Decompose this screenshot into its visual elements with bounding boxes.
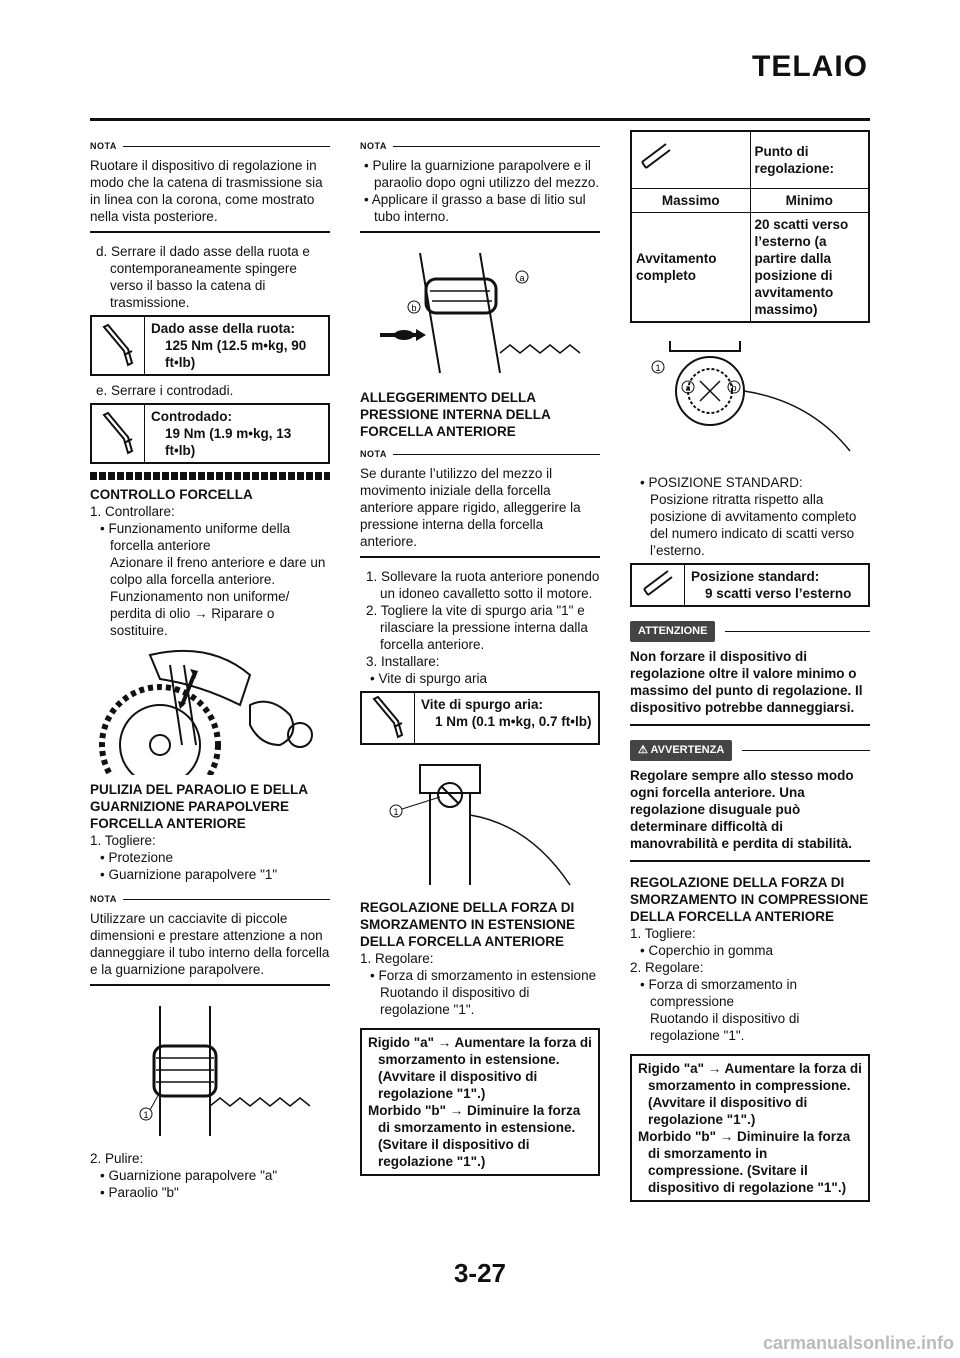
rebound-adjust-box [360, 1028, 600, 1176]
section-heading: REGOLAZIONE DELLA FORZA DI SMORZAMENTO IN COMPRESSIONE DELLA FORCELLA ANTERIORE [630, 875, 869, 924]
adjust-rigid-text: Rigido "a" → Aumentare la forza di smorzamento in compressione. (Avvitare il dispositivo di regolazione "1".) [638, 1061, 862, 1127]
adjust-wrench-icon [636, 166, 676, 181]
step-text: 1. Togliere: [90, 833, 156, 848]
warning-triangle-icon: ⚠ [638, 744, 651, 756]
spec-title: Vite di spurgo aria: [421, 697, 544, 712]
fork-check-figure [90, 645, 330, 775]
figure-callout-b: b [731, 383, 737, 393]
spec-value: 19 Nm (1.9 m•kg, 13 ft•lb) [165, 426, 292, 458]
bullet-text: • Coperchio in gomma [640, 943, 774, 958]
nota-bullet: • Applicare il grasso a base di litio sul tubo interno. [364, 192, 586, 224]
nota-bullet: • Pulire la guarnizione parapolvere e il paraolio dopo ogni utilizzo del mezzo. [364, 158, 600, 190]
nota-box [90, 891, 330, 986]
column-1 [90, 138, 330, 1201]
torque-spec-box [360, 691, 600, 745]
dust-seal-figure [90, 996, 330, 1146]
adjust-soft-text: Morbido "b" → Diminuire la forza di smorzamento in compressione. (Svitare il dispositivo di regolazione "1".) [638, 1129, 851, 1195]
body-text: Posizione ritratta rispetto alla posizione di avvitamento completo del numero indicato di scatti verso l’esterno. [650, 492, 857, 558]
body-text: Ruotando il dispositivo di regolazione "1". [650, 1011, 800, 1043]
attenzione-text: Non forzare il dispositivo di regolazione oltre il valore minimo o massimo del punto di regolazione. Il dispositivo potrebbe danneggiarsi. [630, 648, 870, 726]
bullet-text: • Funzionamento uniforme della forcella anteriore [100, 521, 291, 553]
figure-callout-1: 1 [655, 363, 661, 373]
attenzione-label: ATTENZIONE [630, 621, 715, 642]
adjuster-figure [630, 331, 870, 466]
adjust-wrench-icon [632, 565, 685, 605]
air-bleed-screw-figure [360, 755, 600, 895]
table-header-max: Massimo [631, 189, 750, 213]
table-cell-max: Avvitamento completo [631, 213, 750, 323]
nota-text: Se durante l’utilizzo del mezzo il movimento iniziale della forcella anteriore appare rigido, alleggerire la pressione interna della forcella anteriore. [360, 466, 581, 549]
section-divider [90, 472, 330, 480]
section-heading: REGOLAZIONE DELLA FORZA DI SMORZAMENTO IN ESTENSIONE DELLA FORCELLA ANTERIORE [360, 900, 576, 949]
avvertenza-text: Regolare sempre allo stesso modo ogni forcella anteriore. Una regolazione disuguale può determinare difficoltà di manovrabilità e perdita di stabilità. [630, 767, 870, 862]
nota-label: NOTA [360, 141, 387, 151]
nota-box [90, 138, 330, 233]
nota-label: NOTA [360, 449, 387, 459]
step-text: 2. Pulire: [90, 1151, 144, 1166]
step-text: 1. Sollevare la ruota anteriore ponendo un idoneo cavalletto sotto il motore. [366, 569, 600, 601]
nota-text: Utilizzare un cacciavite di piccole dimensioni e prestare attenzione a non danneggiare il tubo interno della forcella e la guarnizione parapolvere. [90, 911, 330, 977]
avvertenza-label-text: AVVERTENZA [650, 744, 725, 756]
page-title: TELAIO [752, 50, 868, 83]
step-text: 2. Regolare: [630, 960, 704, 975]
bullet-text: • Guarnizione parapolvere "1" [100, 867, 278, 882]
table-header-min: Minimo [750, 189, 869, 213]
figure-callout-a: a [519, 273, 525, 283]
section-heading: CONTROLLO FORCELLA [90, 487, 253, 502]
step-text: 2. Togliere la vite di spurgo aria "1" e rilasciare la pressione interna dalla forcella anteriore. [366, 603, 588, 652]
figure-callout-b: b [411, 303, 417, 313]
bullet-text: • Forza di smorzamento in compressione [640, 977, 798, 1009]
body-text: Funzionamento non uniforme/ perdita di olio → Riparare o sostituire. [110, 589, 290, 638]
nota-label: NOTA [90, 894, 117, 904]
spec-title: Controdado: [151, 409, 232, 424]
torque-spec-box [90, 403, 330, 464]
torque-spec-box [90, 315, 330, 376]
adjustment-table [630, 130, 870, 323]
step-text: 1. Regolare: [360, 951, 434, 966]
adjust-rigid-text: Rigido "a" → Aumentare la forza di smorzamento in estensione. (Avvitare il dispositivo di regolazione "1".) [368, 1035, 592, 1101]
step-text: d. Serrare il dado asse della ruota e contemporaneamente spingere verso il basso la catena di trasmissione. [96, 244, 310, 310]
spec-value: 1 Nm (0.1 m•kg, 0.7 ft•lb) [435, 714, 592, 729]
avvertenza-label [630, 740, 732, 761]
section-heading: PULIZIA DEL PARAOLIO E DELLA GUARNIZIONE PARAPOLVERE FORCELLA ANTERIORE [90, 782, 308, 831]
warning-block [630, 740, 870, 862]
torque-wrench-icon [92, 317, 145, 374]
column-3 [630, 130, 870, 1202]
step-text: 1. Togliere: [630, 926, 696, 941]
spec-title: Posizione standard: [691, 569, 820, 584]
column-2 [360, 138, 600, 1176]
section-heading: ALLEGGERIMENTO DELLA PRESSIONE INTERNA DELLA FORCELLA ANTERIORE [360, 390, 551, 439]
torque-wrench-icon [92, 405, 145, 462]
bullet-text: • Forza di smorzamento in estensione [370, 968, 597, 983]
step-text: 1. Controllare: [90, 504, 175, 519]
figure-callout-1: 1 [143, 1110, 149, 1120]
spec-title: Dado asse della ruota: [151, 321, 296, 336]
nota-box [360, 446, 600, 558]
step-text: e. Serrare i controdadi. [96, 383, 234, 398]
caution-block [630, 621, 870, 726]
bullet-text: • Guarnizione parapolvere "a" [100, 1168, 278, 1183]
spec-value: 9 scatti verso l’esterno [705, 586, 852, 601]
bullet-text: • Vite di spurgo aria [370, 671, 488, 686]
figure-callout-1: 1 [393, 807, 399, 817]
bullet-text: • Protezione [100, 850, 174, 865]
page-number: 3-27 [453, 1258, 507, 1288]
nota-box [360, 138, 600, 233]
standard-position-box [630, 563, 870, 607]
watermark: carmanualsonline.info [762, 1333, 954, 1353]
nota-text: Ruotare il dispositivo di regolazione in modo che la catena di trasmissione sia in linea con la corona, come mostrato nella vista posteriore. [90, 158, 323, 224]
compression-adjust-box [630, 1054, 870, 1202]
figure-callout-a: a [685, 383, 691, 393]
nota-label: NOTA [90, 141, 117, 151]
bullet-text: • Paraolio "b" [100, 1185, 179, 1200]
table-title: Punto di regolazione: [750, 131, 869, 189]
bullet-text: • POSIZIONE STANDARD: [640, 475, 803, 490]
adjust-soft-text: Morbido "b" → Diminuire la forza di smorzamento in estensione. (Svitare il dispositivo di regolazione "1".) [368, 1103, 581, 1169]
seal-detail-figure [360, 243, 600, 383]
body-text: Ruotando il dispositivo di regolazione "1". [380, 985, 530, 1017]
body-text: Azionare il freno anteriore e dare un colpo alla forcella anteriore. [110, 555, 326, 587]
table-cell-min: 20 scatti verso l’esterno (a partire dalla posizione di avvitamento massimo) [750, 213, 869, 323]
spec-value: 125 Nm (12.5 m•kg, 90 ft•lb) [165, 338, 307, 370]
torque-wrench-icon [362, 693, 415, 743]
step-text: 3. Installare: [366, 654, 440, 669]
header-rule [90, 118, 870, 121]
